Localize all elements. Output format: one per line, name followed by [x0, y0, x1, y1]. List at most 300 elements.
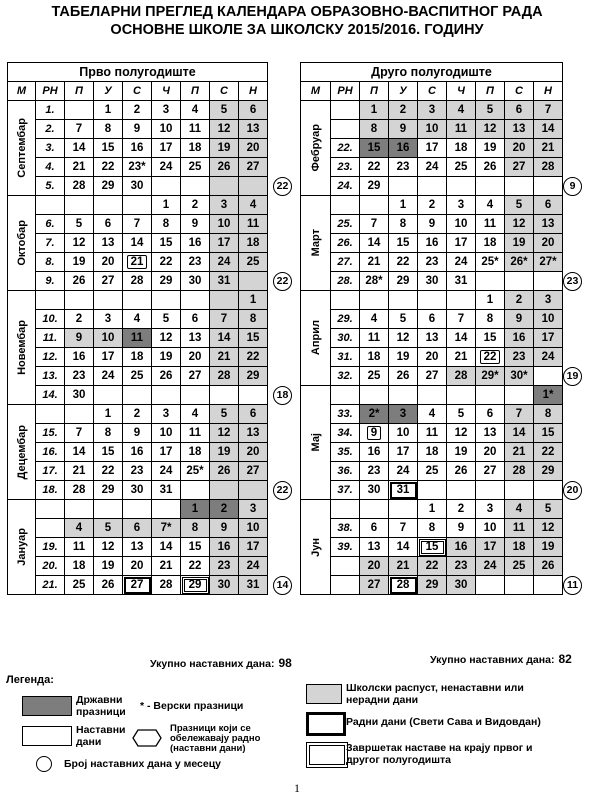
- day-cell: 21: [123, 253, 152, 272]
- column-header: С: [123, 82, 152, 101]
- day-cell: 5: [389, 310, 418, 329]
- day-cell: 12: [94, 538, 123, 557]
- week-row: [8, 443, 268, 462]
- week-number: 25.: [331, 215, 360, 234]
- day-cell: 18: [360, 348, 389, 367]
- week-row: [8, 120, 268, 139]
- day-cell: 16: [389, 139, 418, 158]
- day-cell: [534, 177, 563, 196]
- day-cell: 12: [476, 120, 505, 139]
- day-cell: 13: [239, 424, 268, 443]
- week-number: 1.: [36, 101, 65, 120]
- day-cell: 22: [389, 253, 418, 272]
- day-cell: [447, 481, 476, 500]
- day-cell: [360, 291, 389, 310]
- day-cell: [505, 481, 534, 500]
- day-cell: [210, 386, 239, 405]
- week-number: 15.: [36, 424, 65, 443]
- day-cell: 12: [65, 234, 94, 253]
- day-cell: 28: [65, 481, 94, 500]
- day-cell: 21: [65, 158, 94, 177]
- day-cell: 3: [534, 291, 563, 310]
- month-label: Јун: [309, 537, 322, 557]
- day-cell: 7: [360, 215, 389, 234]
- day-cell: 20: [534, 234, 563, 253]
- day-cell: 30: [123, 177, 152, 196]
- day-cell: 14: [447, 329, 476, 348]
- week-row: [8, 196, 268, 215]
- day-cell: 3: [239, 500, 268, 519]
- day-cell: 1*: [534, 386, 563, 405]
- day-cell: [505, 177, 534, 196]
- semester-title: Прво полугодиште: [8, 63, 268, 82]
- day-cell: 4: [505, 500, 534, 519]
- week-row: [8, 519, 268, 538]
- day-cell: 24: [418, 158, 447, 177]
- day-cell: 5: [476, 101, 505, 120]
- week-number: 26.: [331, 234, 360, 253]
- day-cell: [476, 272, 505, 291]
- day-cell: 25: [239, 253, 268, 272]
- day-cell: 2: [210, 500, 239, 519]
- week-number: 23.: [331, 158, 360, 177]
- day-cell: [152, 500, 181, 519]
- day-cell: 26: [447, 462, 476, 481]
- day-cell: 28: [389, 576, 418, 595]
- day-cell: 2: [447, 500, 476, 519]
- month-label: Април: [309, 320, 322, 356]
- day-cell: 31: [210, 272, 239, 291]
- day-cell: [210, 177, 239, 196]
- day-cell: 8: [94, 120, 123, 139]
- day-cell: 6: [239, 405, 268, 424]
- day-cell: 14: [210, 329, 239, 348]
- day-cell: 3: [152, 101, 181, 120]
- day-cell: 25: [65, 576, 94, 595]
- day-cell: 8: [418, 519, 447, 538]
- day-cell: 16: [418, 234, 447, 253]
- week-number: 9.: [36, 272, 65, 291]
- week-row: [301, 234, 563, 253]
- legend-swatch-state-holidays: [22, 696, 72, 716]
- day-cell: 14: [534, 120, 563, 139]
- month-cell: [8, 405, 36, 500]
- week-number: [36, 500, 65, 519]
- day-cell: [181, 481, 210, 500]
- week-row: [8, 329, 268, 348]
- day-cell: 13: [360, 538, 389, 557]
- day-cell: [94, 500, 123, 519]
- day-cell: 6: [181, 310, 210, 329]
- day-cell: 21: [152, 557, 181, 576]
- month-label: Децембар: [15, 424, 28, 480]
- day-cell: 27: [94, 272, 123, 291]
- day-cell: 23: [181, 253, 210, 272]
- week-number: 12.: [36, 348, 65, 367]
- day-cell: [534, 481, 563, 500]
- week-row: [8, 310, 268, 329]
- day-cell: 15: [239, 329, 268, 348]
- column-header: П: [476, 82, 505, 101]
- day-cell: 8: [360, 120, 389, 139]
- day-cell: 18: [123, 348, 152, 367]
- day-cell: 20: [239, 139, 268, 158]
- week-number: 30.: [331, 329, 360, 348]
- week-row: [301, 348, 563, 367]
- day-cell: 1: [152, 196, 181, 215]
- day-cell: 4: [447, 101, 476, 120]
- week-row: [8, 215, 268, 234]
- week-row: [301, 557, 563, 576]
- day-cell: [94, 291, 123, 310]
- week-row: [301, 329, 563, 348]
- day-cell: [360, 386, 389, 405]
- week-row: [8, 538, 268, 557]
- day-cell: 16: [360, 443, 389, 462]
- day-cell: 13: [123, 538, 152, 557]
- day-cell: 11: [65, 538, 94, 557]
- week-row: [301, 576, 563, 595]
- month-teaching-days-count: 22: [273, 177, 292, 196]
- week-row: [8, 234, 268, 253]
- day-cell: 9: [123, 424, 152, 443]
- day-cell: 15: [418, 538, 447, 557]
- week-row: [8, 158, 268, 177]
- month-teaching-days-count: 9: [563, 177, 582, 196]
- week-row: [301, 481, 563, 500]
- day-cell: [123, 386, 152, 405]
- day-cell: [239, 272, 268, 291]
- day-cell: 12: [534, 519, 563, 538]
- day-cell: 18: [505, 538, 534, 557]
- week-row: [301, 443, 563, 462]
- day-cell: 29: [534, 462, 563, 481]
- day-cell: 21: [389, 557, 418, 576]
- day-cell: 4: [239, 196, 268, 215]
- day-cell: 1: [360, 101, 389, 120]
- week-row: [301, 386, 563, 405]
- day-cell: 5: [94, 519, 123, 538]
- day-cell: 22: [181, 557, 210, 576]
- day-cell: 2: [181, 196, 210, 215]
- day-cell: 13: [476, 424, 505, 443]
- day-cell: 19: [505, 234, 534, 253]
- day-cell: 29: [94, 177, 123, 196]
- column-header: М: [8, 82, 36, 101]
- second-semester-total: [430, 652, 572, 666]
- day-cell: 18: [447, 139, 476, 158]
- day-cell: 8: [389, 215, 418, 234]
- week-row: [301, 462, 563, 481]
- day-cell: 11: [181, 120, 210, 139]
- week-number: 34.: [331, 424, 360, 443]
- legend-swatch-end-semester: [306, 742, 348, 768]
- day-cell: [505, 272, 534, 291]
- day-cell: 26: [476, 158, 505, 177]
- day-cell: 27: [239, 462, 268, 481]
- day-cell: [476, 177, 505, 196]
- week-number: 28.: [331, 272, 360, 291]
- day-cell: 3: [152, 405, 181, 424]
- day-cell: 31: [239, 576, 268, 595]
- month-teaching-days-count: 14: [273, 576, 292, 595]
- day-cell: [181, 291, 210, 310]
- day-cell: 5: [505, 196, 534, 215]
- day-cell: 20: [418, 348, 447, 367]
- week-number: 38.: [331, 519, 360, 538]
- day-cell: [239, 386, 268, 405]
- day-cell: 29: [181, 576, 210, 595]
- legend-swatch-working-days: [306, 712, 346, 736]
- day-cell: 24: [534, 348, 563, 367]
- title-line-2: ОСНОВНЕ ШКОЛЕ ЗА ШКОЛСКУ 2015/2016. ГОДИНУ: [110, 22, 484, 38]
- day-cell: [418, 481, 447, 500]
- day-cell: 10: [447, 215, 476, 234]
- day-cell: 24: [210, 253, 239, 272]
- title-line-1: ТАБЕЛАРНИ ПРЕГЛЕД КАЛЕНДАРА ОБРАЗОВНО-ВАСПИТНОГ РАДА: [51, 4, 543, 20]
- day-cell: [210, 291, 239, 310]
- day-cell: [152, 177, 181, 196]
- day-cell: 17: [152, 443, 181, 462]
- week-number: 6.: [36, 215, 65, 234]
- day-cell: 23: [505, 348, 534, 367]
- day-cell: 17: [389, 443, 418, 462]
- day-cell: 20: [360, 557, 389, 576]
- day-cell: 3: [447, 196, 476, 215]
- day-cell: [389, 291, 418, 310]
- day-cell: 6: [476, 405, 505, 424]
- day-cell: 7: [389, 519, 418, 538]
- total-value: 98: [278, 656, 292, 670]
- day-cell: 2*: [360, 405, 389, 424]
- day-cell: 9: [181, 215, 210, 234]
- day-cell: 16: [65, 348, 94, 367]
- week-row: [8, 139, 268, 158]
- day-cell: 3: [476, 500, 505, 519]
- month-teaching-days-count: 20: [563, 481, 582, 500]
- day-cell: 23*: [123, 158, 152, 177]
- week-number: 14.: [36, 386, 65, 405]
- day-cell: 8: [181, 519, 210, 538]
- day-cell: 27: [360, 576, 389, 595]
- day-cell: 11: [505, 519, 534, 538]
- legend-circle: Број наставних дана у месецу: [64, 758, 222, 770]
- day-cell: 2: [418, 196, 447, 215]
- week-number: [36, 405, 65, 424]
- day-cell: 10: [94, 329, 123, 348]
- day-cell: 24: [389, 462, 418, 481]
- day-cell: 11: [239, 215, 268, 234]
- day-cell: 19: [389, 348, 418, 367]
- week-row: [301, 367, 563, 386]
- day-cell: 5: [152, 310, 181, 329]
- day-cell: 10: [152, 424, 181, 443]
- day-cell: 21: [210, 348, 239, 367]
- day-cell: 17: [476, 538, 505, 557]
- day-cell: 13: [94, 234, 123, 253]
- day-cell: 18: [418, 443, 447, 462]
- day-cell: 7: [123, 215, 152, 234]
- day-cell: 6: [534, 196, 563, 215]
- day-cell: 24: [94, 367, 123, 386]
- week-row: [301, 120, 563, 139]
- week-row: [8, 101, 268, 120]
- day-cell: 22: [360, 158, 389, 177]
- legend-teaching-days: Наставни дани: [76, 724, 126, 748]
- day-cell: 24: [447, 253, 476, 272]
- column-header: РН: [36, 82, 65, 101]
- day-cell: 12: [389, 329, 418, 348]
- day-cell: 9: [65, 329, 94, 348]
- day-cell: 14: [123, 234, 152, 253]
- week-number: 17.: [36, 462, 65, 481]
- week-row: [301, 519, 563, 538]
- day-cell: 23: [447, 557, 476, 576]
- day-cell: 19: [152, 348, 181, 367]
- day-cell: 1: [389, 196, 418, 215]
- day-cell: [181, 177, 210, 196]
- week-row: [301, 253, 563, 272]
- week-row: [301, 291, 563, 310]
- week-row: [301, 177, 563, 196]
- day-cell: 29: [239, 367, 268, 386]
- week-row: [8, 557, 268, 576]
- day-cell: 22: [94, 158, 123, 177]
- day-cell: 7: [505, 405, 534, 424]
- month-label: Мај: [309, 433, 322, 452]
- day-cell: 26: [210, 158, 239, 177]
- day-cell: [418, 386, 447, 405]
- day-cell: 6: [123, 519, 152, 538]
- day-cell: 11: [476, 215, 505, 234]
- legend-diamond-icon: [132, 728, 162, 748]
- month-teaching-days-count: 11: [563, 576, 582, 595]
- day-cell: 19: [476, 139, 505, 158]
- week-number: [36, 291, 65, 310]
- day-cell: 7*: [152, 519, 181, 538]
- day-cell: 11: [447, 120, 476, 139]
- column-header: М: [301, 82, 331, 101]
- day-cell: 9: [505, 310, 534, 329]
- day-cell: 6: [360, 519, 389, 538]
- month-cell: [301, 196, 331, 291]
- day-cell: 11: [123, 329, 152, 348]
- day-cell: 5: [447, 405, 476, 424]
- day-cell: [94, 386, 123, 405]
- day-cell: 31: [447, 272, 476, 291]
- day-cell: 7: [447, 310, 476, 329]
- week-row: [8, 386, 268, 405]
- week-row: [301, 158, 563, 177]
- day-cell: 11: [181, 424, 210, 443]
- month-teaching-days-count: 23: [563, 272, 582, 291]
- day-cell: 2: [505, 291, 534, 310]
- day-cell: 22: [94, 462, 123, 481]
- month-label: Октобар: [15, 220, 28, 266]
- week-number: 39.: [331, 538, 360, 557]
- day-cell: [239, 481, 268, 500]
- day-cell: 13: [505, 120, 534, 139]
- day-cell: 18: [239, 234, 268, 253]
- day-cell: 1: [94, 405, 123, 424]
- page-number: 1: [294, 781, 300, 795]
- day-cell: 25*: [476, 253, 505, 272]
- day-cell: 17: [210, 234, 239, 253]
- month-label: Септембар: [15, 118, 28, 178]
- day-cell: [505, 576, 534, 595]
- day-cell: 20: [123, 557, 152, 576]
- day-cell: 4: [181, 405, 210, 424]
- day-cell: 28: [152, 576, 181, 595]
- day-cell: 23: [360, 462, 389, 481]
- week-number: 2.: [36, 120, 65, 139]
- month-cell: [301, 500, 331, 595]
- day-cell: [534, 367, 563, 386]
- day-cell: 22: [534, 443, 563, 462]
- week-row: [301, 538, 563, 557]
- day-cell: [210, 481, 239, 500]
- day-cell: 26: [65, 272, 94, 291]
- column-header: С: [505, 82, 534, 101]
- week-number: [331, 196, 360, 215]
- week-number: 5.: [36, 177, 65, 196]
- week-number: 21.: [36, 576, 65, 595]
- day-cell: 15: [360, 139, 389, 158]
- day-cell: 21: [447, 348, 476, 367]
- day-cell: 22: [418, 557, 447, 576]
- week-number: 13.: [36, 367, 65, 386]
- month-cell: [8, 500, 36, 595]
- day-cell: 24: [239, 557, 268, 576]
- day-cell: 5: [210, 405, 239, 424]
- day-cell: 19: [210, 139, 239, 158]
- week-number: 11.: [36, 329, 65, 348]
- month-cell: [301, 291, 331, 386]
- day-cell: 21: [505, 443, 534, 462]
- day-cell: 28: [210, 367, 239, 386]
- day-cell: 11: [360, 329, 389, 348]
- week-number: 32.: [331, 367, 360, 386]
- week-row: [8, 424, 268, 443]
- day-cell: 16: [447, 538, 476, 557]
- day-cell: 30: [360, 481, 389, 500]
- month-teaching-days-count: 22: [273, 272, 292, 291]
- day-cell: 13: [181, 329, 210, 348]
- day-cell: 29: [152, 272, 181, 291]
- day-cell: 26: [389, 367, 418, 386]
- day-cell: 15: [534, 424, 563, 443]
- week-row: [301, 196, 563, 215]
- day-cell: 10: [152, 120, 181, 139]
- day-cell: 31: [152, 481, 181, 500]
- day-cell: 16: [123, 139, 152, 158]
- day-cell: 28: [505, 462, 534, 481]
- day-cell: 4: [360, 310, 389, 329]
- day-cell: 8: [476, 310, 505, 329]
- total-value: 82: [558, 652, 572, 666]
- day-cell: 21: [534, 139, 563, 158]
- column-header: У: [94, 82, 123, 101]
- column-header: П: [360, 82, 389, 101]
- day-cell: 27: [239, 158, 268, 177]
- day-cell: 28: [65, 177, 94, 196]
- week-row: [8, 253, 268, 272]
- day-cell: 14: [152, 538, 181, 557]
- legend-swatch-school-break: [306, 684, 342, 704]
- day-cell: [476, 576, 505, 595]
- day-cell: [65, 101, 94, 120]
- day-cell: 7: [65, 424, 94, 443]
